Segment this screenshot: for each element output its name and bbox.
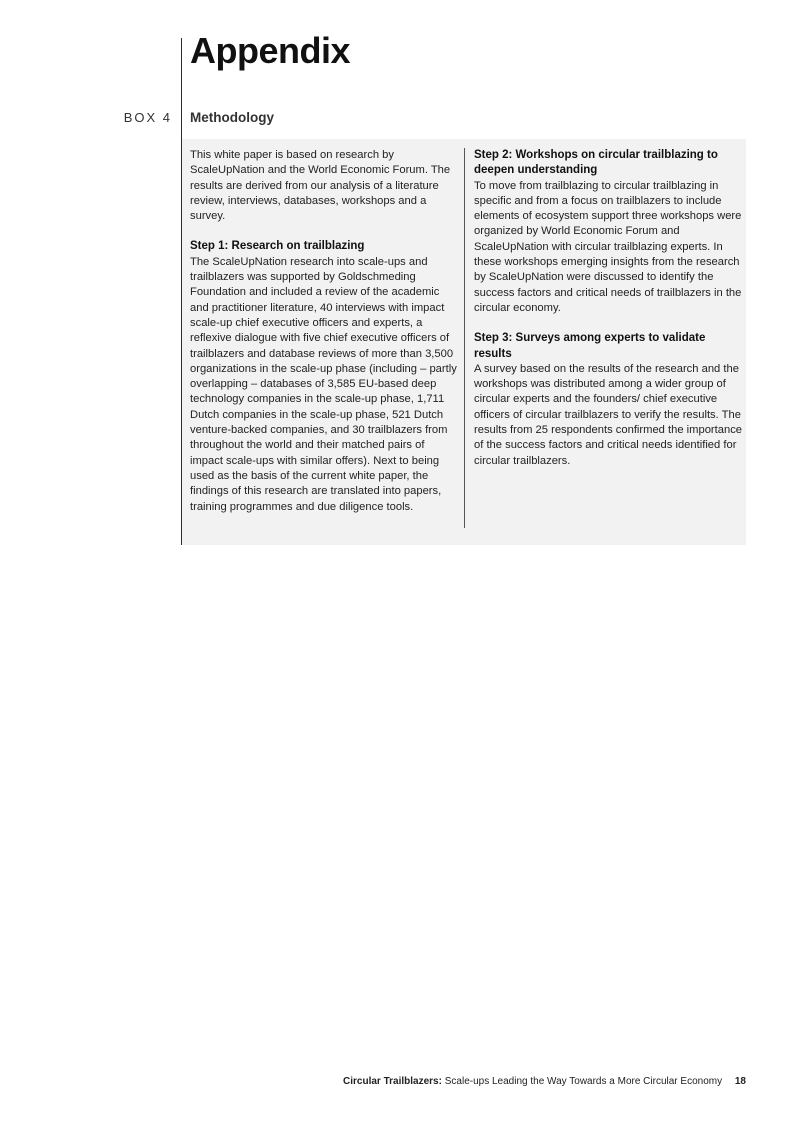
footer-publication: Circular Trailblazers: [343,1076,442,1087]
right-column [474,148,742,469]
step-3-body: A survey based on the results of the research and the workshops was distributed among a wider group of circular experts and the founders/ chief executive officers of circular trailblazers to verify the results. The results from 25 respondents confirmed the importance of the success factors and critical needs identified for circular trailblazers. [474,362,743,467]
box-label: BOX 4 [123,110,172,125]
column-divider [464,148,465,528]
step-1-heading: Step 1: Research on trailblazing [190,240,365,253]
step-1-body: The ScaleUpNation research into scale-ups and trailblazers was supported by Goldschmeding Foundation and included a review of the academic and practitioner literature, 40 interviews with impact scale-up chief executive officers and experts, a reflexive dialogue with five chief executive officers of trailblazers and database reviews of more than 3,500 organizations in the scale-up phase (including – partly overlapping – databases of 3,585 EU-based deep technology companies in the scale-up phase, 1,711 Dutch companies in the scale-up phase, 521 Dutch venture-backed companies, and 30 trailblazers from throughout the world and their matched pairs of impact scale-ups with similar offers). Next to being used as the basis of the current white paper, the findings of this research are translated into papers, training programmes and due diligence tools. [190,255,457,513]
step-2-body: To move from trailblazing to circular trailblazing in specific and from a focus on trailblazers to include elements of ecosystem support three workshops were organized by World Economic Forum and ScaleUpNation with circular trailblazing experts. In these workshops emerging insights from the research by ScaleUpNation were discussed to identify the success factors and critical needs of trailblazers in the circular economy. [474,179,742,314]
box-title: Methodology [190,110,274,125]
page-title: Appendix [190,30,351,71]
step-2-heading: Step 2: Workshops on circular trailblazing to deepen understanding [474,149,718,177]
page-footer [343,1076,746,1087]
step-3-heading: Step 3: Surveys among experts to validate results [474,332,706,360]
intro-paragraph: This white paper is based on research by ScaleUpNation and the World Economic Forum. The results are derived from our analysis of a literature review, interviews, databases, workshops and a survey. [190,149,451,223]
page-number: 18 [734,1076,746,1087]
footer-subtitle: Scale-ups Leading the Way Towards a More Circular Economy [444,1076,723,1087]
left-column [190,148,458,515]
